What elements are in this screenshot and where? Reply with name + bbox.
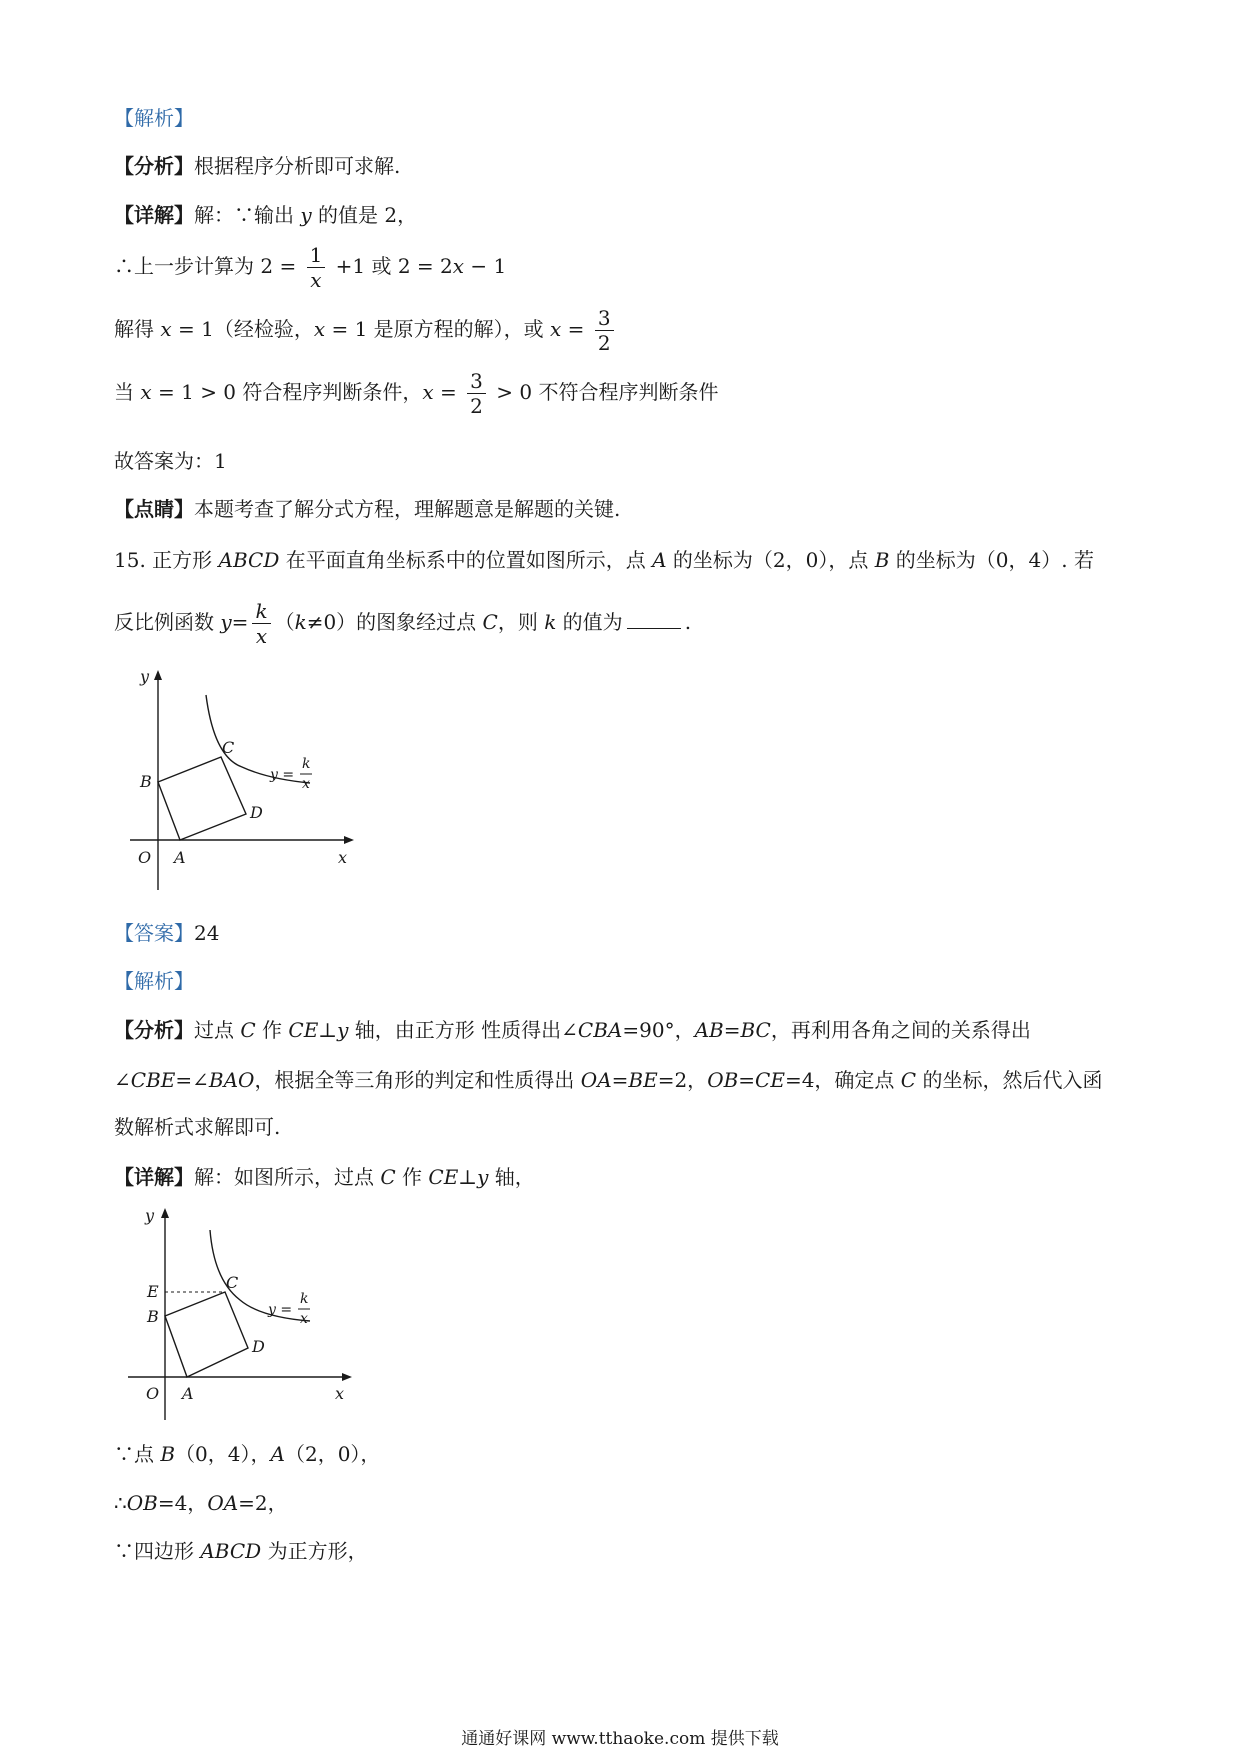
text-seg: > 0 不符合程序判断条件 <box>489 380 719 404</box>
text-seg: 在平面直角坐标系中的位置如图所示，点 <box>279 548 653 572</box>
var: CBE <box>130 1068 176 1092</box>
text-seg: =2， <box>238 1491 288 1515</box>
var: C <box>900 1068 917 1092</box>
text-seg: 轴，由正方形 性质得出∠ <box>348 1018 578 1042</box>
text-seg: ⊥ <box>458 1165 478 1189</box>
fenxi-tag: 【分析】 <box>114 154 194 178</box>
text-seg: （ <box>274 610 295 634</box>
step-line-2 <box>114 306 618 355</box>
fraction-numerator: 3 <box>467 369 486 394</box>
var: CBA <box>577 1018 623 1042</box>
text-seg: （2，0）， <box>284 1442 381 1466</box>
jiexi-heading: 【解析】 <box>114 969 194 993</box>
step-line-1 <box>114 243 506 292</box>
var: y <box>220 610 232 634</box>
label-C: C <box>222 738 235 757</box>
text-seg: ∠ <box>114 1068 131 1092</box>
fenxi-line-2 <box>114 1065 1102 1095</box>
text-seg: = <box>231 610 249 634</box>
label-func-x: x <box>300 1311 308 1327</box>
text-seg: 作 <box>395 1165 429 1189</box>
label-D: D <box>250 803 263 822</box>
text-seg: =∠ <box>175 1068 209 1092</box>
text-seg: 解得 <box>114 317 161 341</box>
var-x: x <box>422 380 434 404</box>
label-y-axis: y <box>140 667 150 686</box>
text-seg: = <box>723 1018 741 1042</box>
var: B <box>160 1442 176 1466</box>
text-seg: +1 或 2 = 2 <box>329 254 453 278</box>
label-func-x: x <box>302 776 310 792</box>
text-seg: = <box>561 317 591 341</box>
var-x: x <box>452 254 465 278</box>
text-seg: = 1（经检验， <box>171 317 314 341</box>
answer-line <box>114 918 219 948</box>
fraction <box>252 599 270 648</box>
text-seg: − 1 <box>464 254 507 278</box>
var: B <box>874 548 890 572</box>
text-seg: = 1 是原方程的解），或 <box>325 317 551 341</box>
fenxi-line-1 <box>114 1015 1031 1045</box>
label-func-y: y = <box>268 1302 293 1318</box>
xiangjie-tag: 【详解】 <box>114 203 194 227</box>
var: C <box>240 1018 256 1042</box>
text-seg: ∵点 <box>114 1442 161 1466</box>
label-O: O <box>146 1384 160 1403</box>
answer-blank <box>627 628 681 629</box>
text-seg: ≠0）的图象经过点 <box>306 610 483 634</box>
label-C: C <box>226 1273 239 1292</box>
var-x: x <box>313 317 326 341</box>
dianjing-line <box>114 494 620 524</box>
text-seg: 解：∵输出 <box>194 203 301 227</box>
xiangjie-line <box>114 200 417 230</box>
footer-text: 通通好课网 www.tthaoke.com 提供下载 <box>461 1729 779 1749</box>
fraction-denominator: 2 <box>597 331 611 355</box>
var: OB <box>707 1068 739 1092</box>
var: k <box>544 610 557 634</box>
answer-tag: 【答案】 <box>114 921 194 945</box>
solution-step-2 <box>114 1488 288 1518</box>
dianjing-text: 本题考查了解分式方程，理解题意是解题的关键. <box>194 497 621 521</box>
var: C <box>482 610 498 634</box>
fraction-numerator: 1 <box>307 243 326 268</box>
text-seg: 反比例函数 <box>114 610 221 634</box>
fenxi-tag: 【分析】 <box>114 1018 194 1042</box>
fraction-numerator: 3 <box>595 306 614 331</box>
label-A: A <box>174 848 186 867</box>
text-seg: =90°， <box>622 1018 695 1042</box>
text-seg: ∴上一步计算为 2 = <box>114 254 303 278</box>
text-seg: ∴ <box>114 1491 127 1515</box>
figure-1 <box>110 665 370 905</box>
var-x: x <box>160 317 172 341</box>
var: y <box>477 1165 489 1189</box>
text-seg: 的值为 <box>556 610 623 634</box>
text-seg: ∵四边形 <box>114 1539 201 1563</box>
fraction <box>595 306 614 355</box>
text-seg: ，根据全等三角形的判定和性质得出 <box>254 1068 581 1092</box>
var: A <box>652 548 667 572</box>
var: ABCD <box>200 1539 262 1563</box>
label-y-axis: y <box>145 1206 155 1225</box>
fraction-numerator: k <box>252 599 270 624</box>
var: BC <box>740 1018 771 1042</box>
answer-line: 故答案为：1 <box>114 449 227 473</box>
text-seg: =4， <box>157 1491 208 1515</box>
fenxi-text: 根据程序分析即可求解. <box>194 154 401 178</box>
solution-step-3 <box>114 1536 368 1566</box>
label-A: A <box>182 1384 194 1403</box>
xiangjie-tag: 【详解】 <box>114 1165 194 1189</box>
var-x: x <box>140 380 152 404</box>
text-seg: 解：如图所示，过点 <box>194 1165 381 1189</box>
jiexi-heading: 【解析】 <box>114 106 194 130</box>
fenxi-line-3: 数解析式求解即可. <box>114 1115 281 1139</box>
var: AB <box>694 1018 724 1042</box>
var: A <box>270 1442 285 1466</box>
var: OA <box>207 1491 239 1515</box>
dianjing-tag: 【点睛】 <box>114 497 194 521</box>
q15-stem-line-1 <box>114 545 1094 575</box>
text-seg: = <box>611 1068 629 1092</box>
label-O: O <box>138 848 152 867</box>
fraction-denominator: 2 <box>470 394 483 418</box>
var: CE <box>288 1018 319 1042</box>
text-seg: 过点 <box>194 1018 241 1042</box>
text-seg: = 1 > 0 符合程序判断条件， <box>151 380 423 404</box>
answer-value: 24 <box>194 921 220 945</box>
var: OB <box>126 1491 158 1515</box>
label-B: B <box>140 772 152 791</box>
fraction-denominator: x <box>310 268 322 292</box>
text-seg: 的坐标，然后代入函 <box>916 1068 1103 1092</box>
fraction-denominator: x <box>255 624 268 648</box>
figure-2 <box>110 1205 370 1430</box>
fenxi-line <box>114 151 400 181</box>
var: CE <box>755 1068 785 1092</box>
text-seg: 当 <box>114 380 141 404</box>
text-seg: 作 <box>255 1018 289 1042</box>
var: OA <box>580 1068 612 1092</box>
text-seg: = <box>433 380 464 404</box>
xiangjie-line <box>114 1162 535 1192</box>
var: y <box>337 1018 349 1042</box>
var-x: x <box>550 317 562 341</box>
text-seg: 的坐标为（2，0），点 <box>666 548 875 572</box>
q15-stem-line-2 <box>114 599 691 648</box>
var: k <box>294 610 307 634</box>
text-seg: 为正方形， <box>261 1539 368 1563</box>
label-func-k: k <box>302 756 311 772</box>
var: CE <box>428 1165 459 1189</box>
var: ABCD <box>218 548 280 572</box>
text-seg: （0，4）， <box>175 1442 271 1466</box>
var: BAO <box>208 1068 255 1092</box>
label-x-axis: x <box>338 848 348 867</box>
text-seg: ，则 <box>497 610 545 634</box>
label-D: D <box>252 1337 265 1356</box>
label-x-axis: x <box>335 1384 345 1403</box>
text-seg: . <box>684 610 692 634</box>
text-seg: = <box>738 1068 756 1092</box>
label-E: E <box>147 1282 159 1301</box>
step-line-3 <box>114 369 718 418</box>
text-seg: 轴， <box>488 1165 535 1189</box>
var: C <box>380 1165 396 1189</box>
solution-step-1 <box>114 1439 380 1469</box>
var-y: y <box>300 203 312 227</box>
label-B: B <box>147 1307 159 1326</box>
text-seg: =4，确定点 <box>784 1068 901 1092</box>
fraction <box>467 369 486 418</box>
text-seg: ，再利用各角之间的关系得出 <box>770 1018 1031 1042</box>
label-func-k: k <box>300 1291 309 1307</box>
var: BE <box>628 1068 658 1092</box>
text-seg: 的坐标为（0，4）. 若 <box>889 548 1094 572</box>
text-seg: 的值是 2， <box>311 203 418 227</box>
text-seg: =2， <box>657 1068 708 1092</box>
text-seg: 15. 正方形 <box>114 548 219 572</box>
text-seg: ⊥ <box>318 1018 338 1042</box>
fraction <box>307 243 326 292</box>
label-func-y: y = <box>270 767 295 783</box>
